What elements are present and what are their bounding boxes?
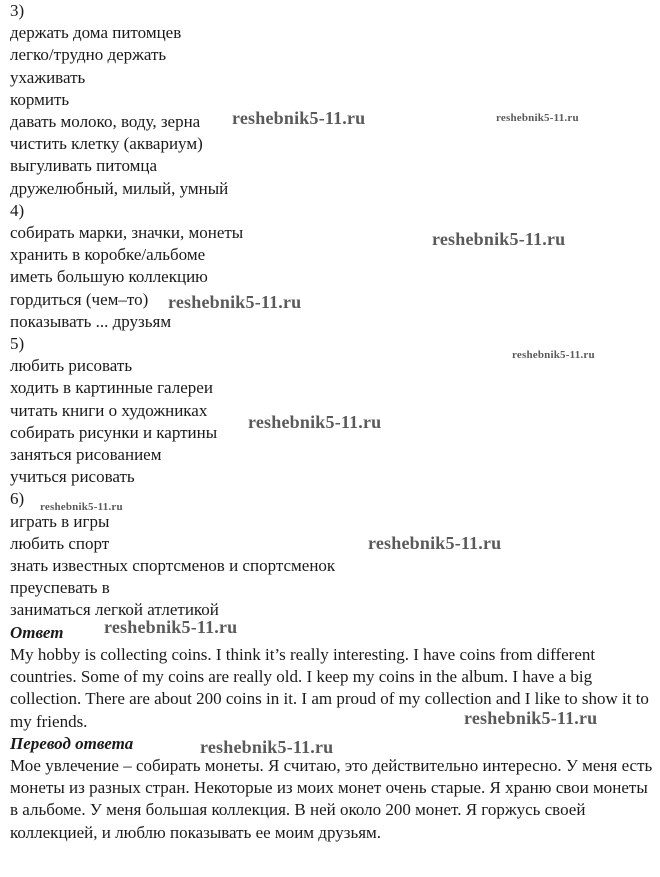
section-4 bbox=[10, 200, 655, 333]
translation-text: Мое увлечение – собирать монеты. Я считаю, это действительно интересно. У меня есть монеты из разных стран. Некоторые из моих монет очень старые. Я храню свои монеты в альбоме. У меня большая коллекция. В ней около 200 монет. Я горжусь своей коллекцией, и люблю показывать ее моим друзьям. bbox=[10, 755, 653, 842]
list-item: чистить клетку (аквариум) bbox=[10, 134, 203, 154]
list-item: показывать ... друзьям bbox=[10, 311, 172, 331]
watermark: reshebnik5-11.ru bbox=[200, 737, 334, 757]
watermark: reshebnik5-11.ru bbox=[232, 108, 366, 128]
watermark: reshebnik5-11.ru bbox=[432, 229, 566, 249]
list-item: давать молоко, воду, зерна bbox=[10, 112, 201, 132]
section-number: 6) bbox=[10, 489, 25, 509]
list-item: ходить в картинные галереи bbox=[10, 378, 213, 398]
list-item: любить рисовать bbox=[10, 356, 133, 376]
watermark: reshebnik5-11.ru bbox=[496, 112, 579, 124]
section-number: 4) bbox=[10, 200, 25, 220]
watermark: reshebnik5-11.ru bbox=[512, 349, 595, 361]
answer-heading: Ответ bbox=[10, 622, 64, 642]
list-item: собирать марки, значки, монеты bbox=[10, 223, 244, 243]
list-item: легко/трудно держать bbox=[10, 45, 167, 65]
watermark: reshebnik5-11.ru bbox=[40, 501, 123, 513]
list-item: заняться рисованием bbox=[10, 445, 162, 465]
list-item: кормить bbox=[10, 89, 70, 109]
list-item: играть в игры bbox=[10, 511, 110, 531]
list-item: хранить в коробке/альбоме bbox=[10, 245, 206, 265]
list-item: собирать рисунки и картины bbox=[10, 422, 218, 442]
list-item: выгуливать питомца bbox=[10, 156, 158, 176]
list-item: учиться рисовать bbox=[10, 467, 135, 487]
answer-text: My hobby is collecting coins. I think it’s really interesting. I have coins from different countries. Some of my coins are really old. I keep my coins in the album. I have a big collection. There are about 200 coins in it. I am proud of my collection and I like to show it to my friends. bbox=[10, 644, 649, 731]
list-item: ухаживать bbox=[10, 67, 86, 87]
translation-heading: Перевод ответа bbox=[10, 733, 134, 753]
watermark: reshebnik5-11.ru bbox=[248, 412, 382, 432]
list-item: читать книги о художниках bbox=[10, 400, 208, 420]
watermark: reshebnik5-11.ru bbox=[104, 617, 238, 637]
list-item: гордиться (чем–то) bbox=[10, 289, 149, 309]
watermark: reshebnik5-11.ru bbox=[168, 292, 302, 312]
section-number: 3) bbox=[10, 1, 25, 20]
watermark: reshebnik5-11.ru bbox=[368, 533, 502, 553]
list-item: любить спорт bbox=[10, 533, 110, 553]
watermark: reshebnik5-11.ru bbox=[464, 708, 598, 728]
section-number: 5) bbox=[10, 334, 25, 354]
list-item: знать известных спортсменов и спортсменок bbox=[10, 556, 336, 576]
list-item: дружелюбный, милый, умный bbox=[10, 178, 229, 198]
list-item: иметь большую коллекцию bbox=[10, 267, 208, 287]
list-item: заниматься легкой атлетикой bbox=[10, 600, 219, 620]
list-item: преуспевать в bbox=[10, 578, 110, 598]
list-item: держать дома питомцев bbox=[10, 23, 182, 43]
section-3 bbox=[10, 0, 655, 200]
